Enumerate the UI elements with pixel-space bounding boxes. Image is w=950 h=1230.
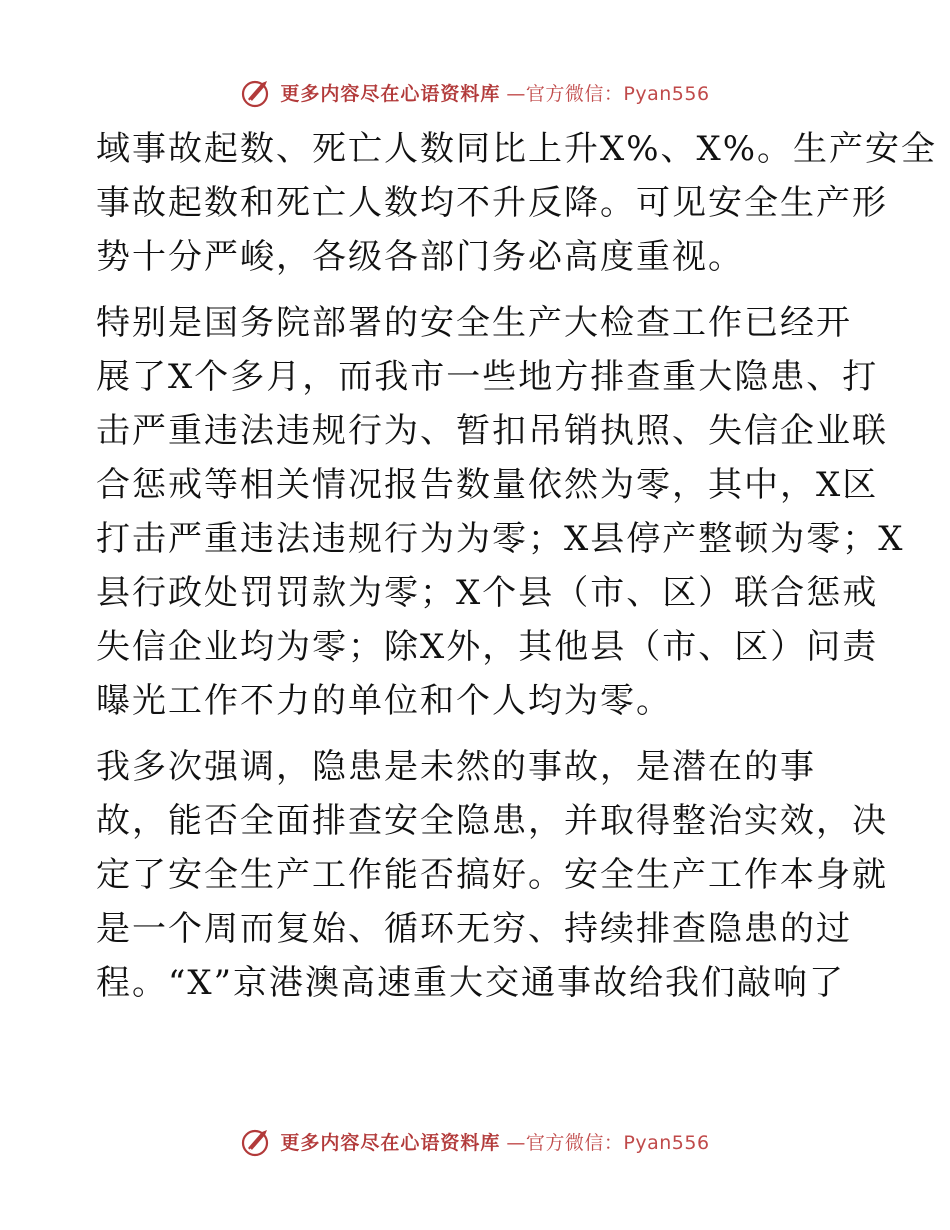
pen-circle-logo-icon [240,75,274,109]
text-line: 是一个周而复始、循环无穷、持续排查隐患的过 [96,909,852,949]
text-line: 域事故起数、死亡人数同比上升X%、X%。生产安全 [96,129,938,169]
text-line: 特别是国务院部署的安全生产大检查工作已经开 [96,303,852,343]
text-line: 故，能否全面排查安全隐患，并取得整治实效，决 [96,801,888,841]
text-line: 县行政处罚罚款为零；X个县（市、区）联合惩戒 [96,573,879,613]
text-line: 势十分严峻，各级各部门务必高度重视。 [96,237,744,277]
text-line: 我多次强调，隐患是未然的事故，是潜在的事 [96,747,816,787]
header-wechat-text: —官方微信：Pyan556 [506,82,710,105]
text-line: 击严重违法违规行为、暂扣吊销执照、失信企业联 [96,411,888,451]
header-brand-text: 更多内容尽在心语资料库 [280,82,501,105]
text-line: 失信企业均为零；除X外，其他县（市、区）问责 [96,627,879,667]
text-line: 事故起数和死亡人数均不升反降。可见安全生产形 [96,183,888,223]
text-line: 合惩戒等相关情况报告数量依然为零，其中，X区 [96,465,879,505]
paragraph [96,122,938,284]
pen-circle-logo-icon [240,1124,274,1158]
footer-wechat-text: —官方微信：Pyan556 [506,1131,710,1154]
text-line: 打击严重违法违规行为为零；X县停产整顿为零；X [96,519,905,559]
text-line: 程。“X”京港澳高速重大交通事故给我们敲响了 [96,963,845,1003]
text-line: 定了安全生产工作能否搞好。安全生产工作本身就 [96,855,888,895]
paragraph [96,296,905,728]
text-line: 展了X个多月，而我市一些地方排查重大隐患、打 [96,357,879,397]
footer-banner [0,1121,950,1161]
header-banner [0,72,950,112]
paragraph [96,740,888,1010]
footer-brand-text: 更多内容尽在心语资料库 [280,1131,501,1154]
document-body [96,122,938,1010]
text-line: 曝光工作不力的单位和个人均为零。 [96,681,672,721]
